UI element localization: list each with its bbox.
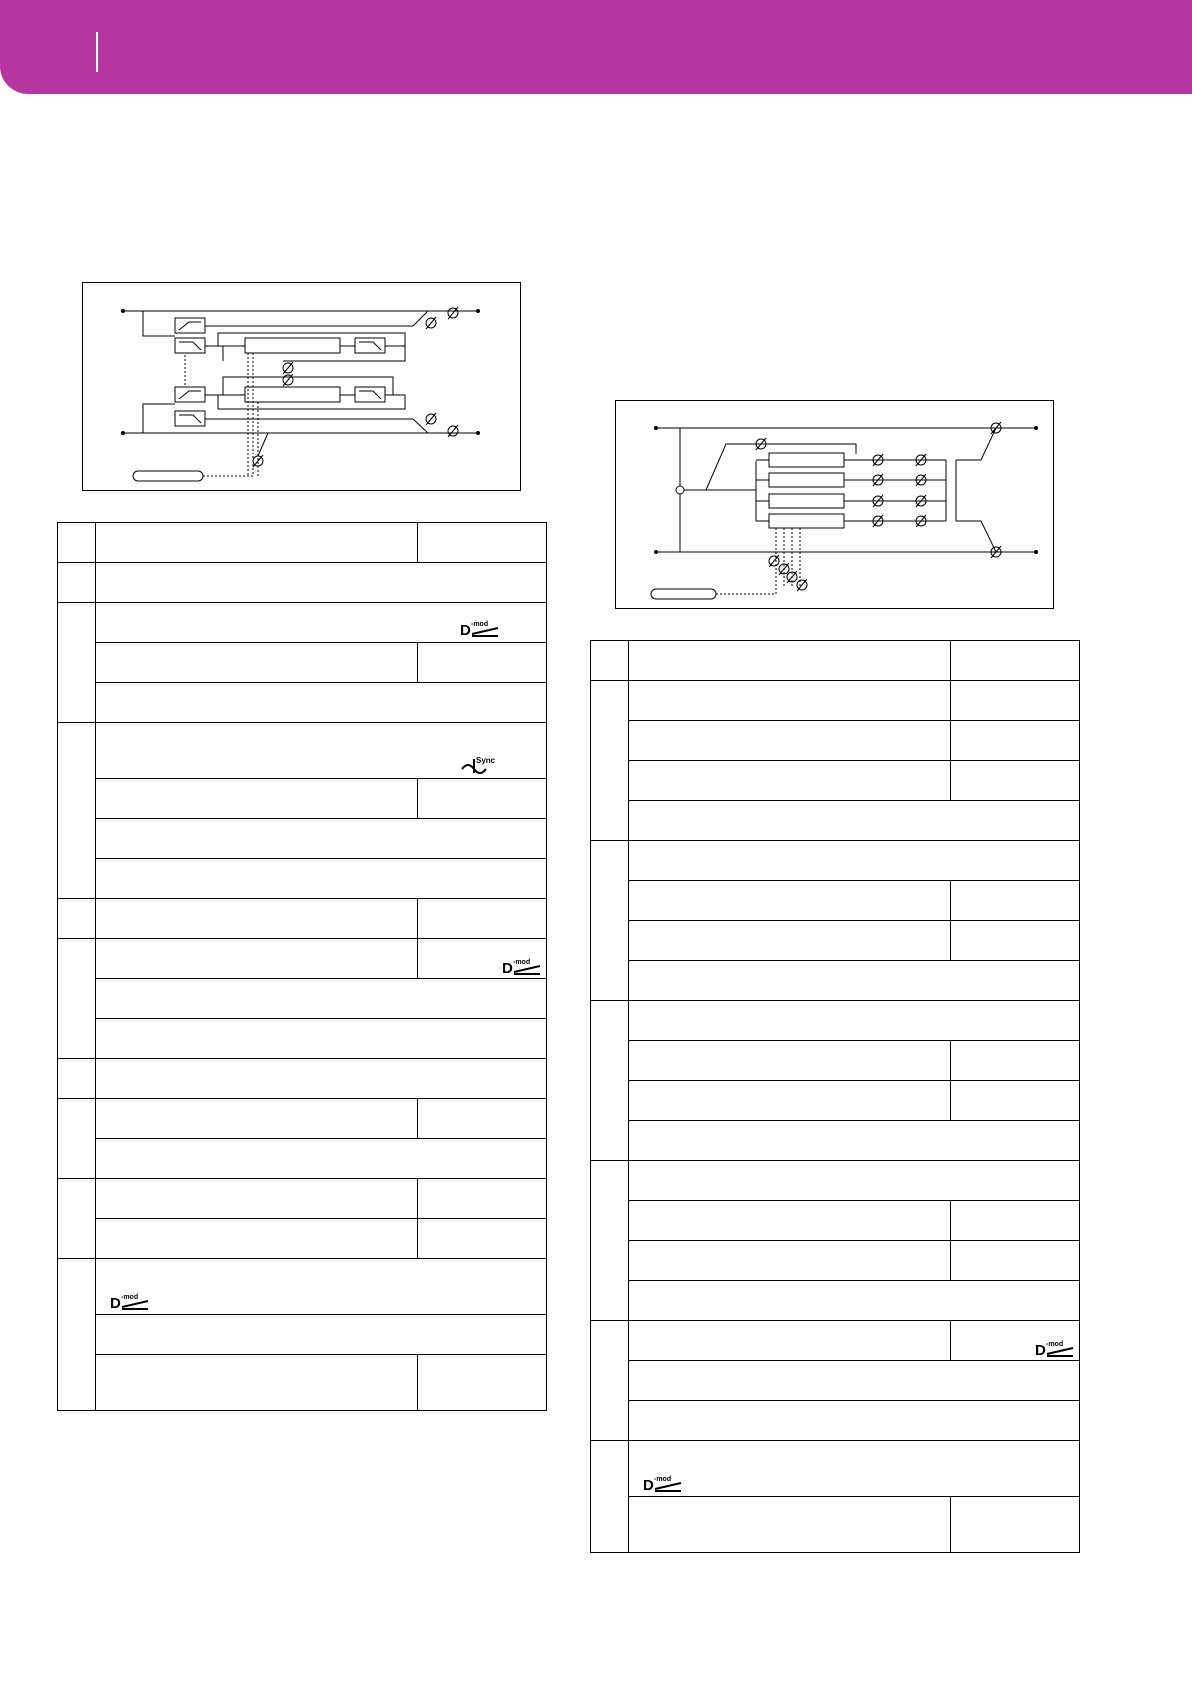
lpf-icon [175,411,205,426]
d-mod-icon [110,1293,150,1311]
svg-text:Sync: Sync [476,756,496,765]
left-effect-block-bottom [245,387,340,402]
param-number [58,523,96,563]
right-delay-block-4 [769,514,844,528]
right-block-diagram [615,400,1054,609]
svg-text:D: D [110,1295,121,1311]
page-header [0,0,1192,94]
svg-text:-mod: -mod [471,621,489,628]
hpf-icon [175,387,205,402]
right-delay-block-3 [769,494,844,508]
param-description [96,563,547,603]
svg-text:-mod: -mod [513,959,531,966]
left-effect-block-top [245,338,340,353]
d-mod-icon [1035,1340,1075,1358]
d-mod-icon [643,1475,683,1493]
d-mod-icon [460,620,500,638]
svg-text:-mod: -mod [654,1476,672,1483]
svg-text:D: D [643,1477,654,1493]
hpf-icon [175,318,205,333]
sync-icon [460,755,500,775]
svg-text:-mod: -mod [121,1294,139,1301]
left-parameter-table [57,522,547,1411]
param-value [418,523,547,563]
param-number [58,603,96,723]
param-label [96,603,547,643]
svg-text:D: D [460,622,471,638]
header-divider [96,32,98,72]
left-block-diagram [82,282,521,491]
param-label [96,523,418,563]
sum-node [676,486,684,494]
left-lpf-bottom [355,387,385,402]
left-lpf-top [355,338,385,353]
svg-text:D: D [502,960,513,976]
right-delay-block-1 [769,453,844,467]
right-parameter-table [590,640,1080,1553]
svg-text:-mod: -mod [1046,1341,1064,1348]
left-lfo-source [133,471,203,481]
right-delay-block-2 [769,473,844,487]
lpf-icon [175,338,205,353]
d-mod-icon [502,958,542,976]
svg-text:D: D [1035,1342,1046,1358]
right-lfo-source [651,589,716,599]
